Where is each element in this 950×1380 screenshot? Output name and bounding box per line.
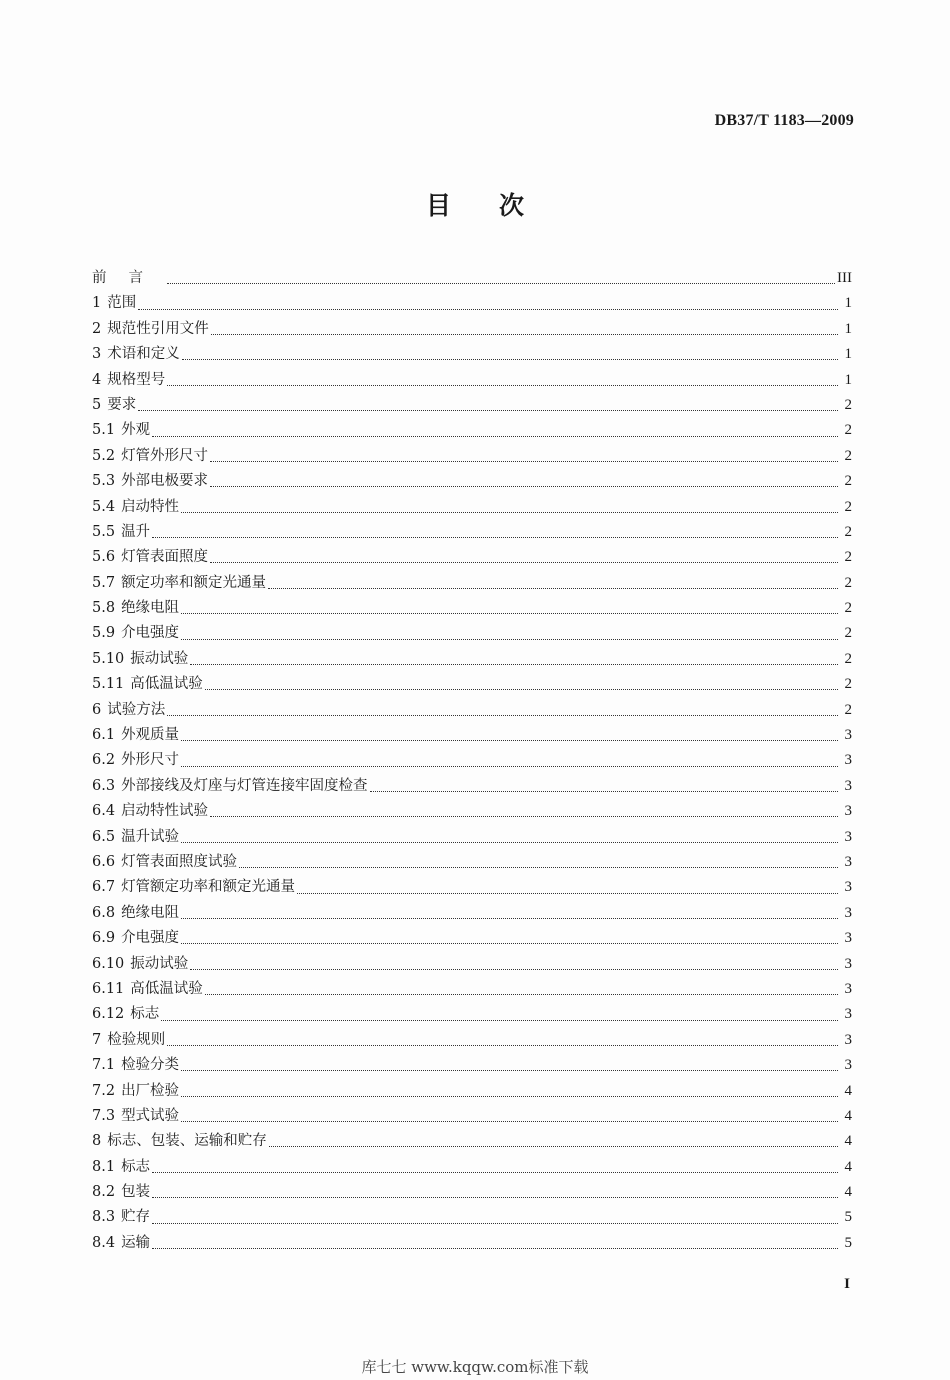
toc-entry-page: 2 — [844, 549, 852, 566]
toc-dot-leader — [370, 791, 838, 792]
toc-entry-number: 6 — [92, 701, 102, 718]
toc-dot-leader — [269, 1146, 838, 1147]
toc-dot-leader — [181, 1121, 838, 1122]
toc-entry-title: 温升试验 — [121, 828, 180, 845]
toc-entry-number: 6.10 — [92, 955, 125, 972]
toc-entry-title: 绝缘电阻 — [121, 904, 180, 921]
toc-entry-label — [92, 291, 136, 316]
toc-dot-leader — [167, 385, 838, 386]
document-code: DB37/T 1183—2009 — [714, 112, 854, 129]
toc-entry-page: 3 — [844, 980, 852, 997]
toc-entry-number: 7.2 — [92, 1082, 116, 1099]
toc-entry-page: 1 — [844, 295, 852, 312]
toc-entry-label — [92, 495, 179, 520]
toc-entry-number: 6.12 — [92, 1006, 125, 1023]
toc-dot-leader — [181, 1070, 838, 1071]
toc-entry-number: 8.1 — [92, 1158, 116, 1175]
toc-entry[interactable] — [92, 1028, 852, 1053]
toc-entry-title: 介电强度 — [121, 930, 180, 947]
toc-entry[interactable] — [92, 952, 852, 977]
toc-entry-number: 4 — [92, 371, 102, 388]
toc-dot-leader — [205, 689, 838, 690]
toc-entry-label — [92, 952, 188, 977]
toc-entry-page: 2 — [844, 625, 852, 642]
toc-entry[interactable] — [92, 723, 852, 748]
toc-entry-number: 5.3 — [92, 473, 116, 490]
toc-entry-title: 标志、包装、运输和贮存 — [107, 1133, 267, 1150]
toc-entry-label — [92, 1002, 159, 1027]
toc-entry-label — [92, 1155, 150, 1180]
toc-dot-leader — [138, 410, 838, 411]
toc-dot-leader — [167, 715, 838, 716]
toc-entry[interactable] — [92, 698, 852, 723]
toc-dot-leader — [210, 816, 838, 817]
toc-dot-leader — [167, 1045, 838, 1046]
toc-dot-leader — [211, 334, 838, 335]
toc-entry-label — [92, 545, 208, 570]
toc-entry-page: 2 — [844, 701, 852, 718]
toc-entry-title: 标志 — [130, 1006, 160, 1023]
toc-entry[interactable] — [92, 596, 852, 621]
toc-entry-number: 6.7 — [92, 879, 116, 896]
toc-dot-leader — [210, 461, 838, 462]
toc-entry-label — [92, 748, 179, 773]
toc-entry-label — [92, 418, 150, 443]
toc-entry-title: 高低温试验 — [130, 980, 203, 997]
toc-entry-title: 范围 — [107, 295, 137, 312]
toc-entry-label — [92, 1205, 150, 1230]
toc-entry-number: 3 — [92, 346, 102, 363]
toc-entry-page: 1 — [844, 320, 852, 337]
toc-entry[interactable] — [92, 926, 852, 951]
toc-entry-number: 5.11 — [92, 676, 125, 693]
toc-entry-title: 高低温试验 — [130, 676, 203, 693]
toc-entry-number: 1 — [92, 295, 102, 312]
toc-entry-label — [92, 926, 179, 951]
toc-entry-label — [92, 444, 208, 469]
toc-entry-number: 6.4 — [92, 803, 116, 820]
toc-entry[interactable] — [92, 1231, 852, 1256]
toc-entry-number: 5.10 — [92, 650, 125, 667]
toc-entry-page: III — [837, 270, 852, 286]
toc-dot-leader — [297, 893, 838, 894]
toc-entry[interactable] — [92, 672, 852, 697]
toc-entry-number: 8 — [92, 1133, 102, 1150]
toc-dot-leader — [181, 1096, 838, 1097]
toc-entry-title: 外观质量 — [121, 727, 180, 744]
toc-dot-leader — [152, 1248, 838, 1249]
toc-entry-number: 5.6 — [92, 549, 116, 566]
toc-entry-title: 振动试验 — [130, 955, 189, 972]
toc-dot-leader — [205, 994, 838, 995]
toc-entry-label — [92, 647, 188, 672]
toc-entry-number: 8.3 — [92, 1209, 116, 1226]
toc-entry[interactable] — [92, 291, 852, 316]
toc-entry-number: 7 — [92, 1031, 102, 1048]
toc-entry-title: 外部接线及灯座与灯管连接牢固度检查 — [121, 777, 368, 794]
toc-dot-leader — [161, 1020, 838, 1021]
toc-entry-title: 贮存 — [121, 1209, 151, 1226]
toc-entry-label — [92, 342, 180, 367]
toc-entry[interactable] — [92, 850, 852, 875]
toc-dot-leader — [181, 918, 838, 919]
table-of-contents — [92, 266, 852, 1256]
toc-dot-leader — [181, 512, 838, 513]
toc-entry-label — [92, 1079, 179, 1104]
toc-entry-title: 灯管外形尺寸 — [121, 447, 209, 464]
toc-entry[interactable] — [92, 774, 852, 799]
toc-dot-leader — [190, 969, 838, 970]
toc-entry-title: 绝缘电阻 — [121, 600, 180, 617]
toc-entry[interactable] — [92, 571, 852, 596]
toc-entry[interactable] — [92, 1155, 852, 1180]
toc-entry-page: 4 — [844, 1107, 852, 1124]
toc-entry-number: 7.3 — [92, 1107, 116, 1124]
toc-entry-title: 出厂检验 — [121, 1082, 180, 1099]
toc-entry-page: 4 — [844, 1184, 852, 1201]
toc-entry[interactable] — [92, 748, 852, 773]
toc-entry-number: 6.6 — [92, 853, 116, 870]
toc-entry-page: 3 — [844, 955, 852, 972]
toc-entry-page: 5 — [844, 1234, 852, 1251]
toc-entry-number: 6.9 — [92, 930, 116, 947]
toc-entry-label — [92, 520, 150, 545]
toc-entry-title: 标志 — [121, 1158, 151, 1175]
toc-entry[interactable] — [92, 545, 852, 570]
toc-entry-title: 外部电极要求 — [121, 473, 209, 490]
toc-entry-label — [92, 977, 203, 1002]
toc-dot-leader — [152, 537, 838, 538]
toc-entry-label — [92, 266, 165, 291]
toc-dot-leader — [181, 639, 838, 640]
toc-entry[interactable] — [92, 495, 852, 520]
toc-entry-number: 5.1 — [92, 422, 116, 439]
toc-entry-label — [92, 596, 179, 621]
toc-entry-number: 5.7 — [92, 574, 116, 591]
toc-entry-page: 2 — [844, 396, 852, 413]
toc-entry-label — [92, 672, 203, 697]
toc-entry-page: 2 — [844, 422, 852, 439]
toc-entry-label — [92, 1028, 165, 1053]
toc-dot-leader — [181, 613, 838, 614]
toc-dot-leader — [268, 588, 838, 589]
toc-entry[interactable] — [92, 317, 852, 342]
toc-entry[interactable] — [92, 1053, 852, 1078]
toc-entry-page: 3 — [844, 803, 852, 820]
toc-entry-title: 规范性引用文件 — [107, 320, 209, 337]
toc-entry-page: 4 — [844, 1082, 852, 1099]
toc-entry-title: 介电强度 — [121, 625, 180, 642]
toc-entry[interactable] — [92, 1079, 852, 1104]
toc-entry[interactable] — [92, 647, 852, 672]
toc-dot-leader — [210, 486, 838, 487]
toc-dot-leader — [152, 1223, 838, 1224]
toc-entry-title: 运输 — [121, 1234, 151, 1251]
toc-entry-title: 外观 — [121, 422, 151, 439]
toc-dot-leader — [152, 1172, 838, 1173]
toc-entry[interactable] — [92, 342, 852, 367]
toc-entry-page: 3 — [844, 904, 852, 921]
toc-entry-label — [92, 774, 368, 799]
toc-entry-number: 5.4 — [92, 498, 116, 515]
toc-dot-leader — [152, 436, 838, 437]
toc-entry-page: 3 — [844, 930, 852, 947]
toc-dot-leader — [181, 766, 838, 767]
toc-entry[interactable] — [92, 901, 852, 926]
toc-entry-number: 6.3 — [92, 777, 116, 794]
toc-dot-leader — [152, 1197, 838, 1198]
toc-entry-number: 5.9 — [92, 625, 116, 642]
toc-entry-label — [92, 469, 208, 494]
toc-entry-page: 3 — [844, 879, 852, 896]
toc-entry-label — [92, 368, 165, 393]
toc-entry-page: 4 — [844, 1158, 852, 1175]
toc-entry[interactable] — [92, 1002, 852, 1027]
toc-entry-page: 2 — [844, 473, 852, 490]
toc-entry[interactable] — [92, 825, 852, 850]
toc-dot-leader — [182, 359, 838, 360]
toc-entry-title: 要求 — [107, 396, 137, 413]
toc-entry-label — [92, 621, 179, 646]
toc-entry[interactable] — [92, 444, 852, 469]
toc-dot-leader — [190, 664, 838, 665]
toc-entry[interactable] — [92, 1104, 852, 1129]
toc-entry-title: 术语和定义 — [107, 346, 180, 363]
toc-entry-label — [92, 850, 237, 875]
toc-entry-number: 6.8 — [92, 904, 116, 921]
toc-entry-number: 5.2 — [92, 447, 116, 464]
toc-entry-label — [92, 317, 209, 342]
toc-dot-leader — [210, 562, 838, 563]
footer-watermark: 库七七 www.kqqw.com标准下载 — [361, 1358, 589, 1376]
toc-dot-leader — [181, 943, 838, 944]
toc-entry-title: 包装 — [121, 1184, 151, 1201]
toc-entry-label — [92, 393, 136, 418]
toc-entry-page: 3 — [844, 853, 852, 870]
toc-entry-label — [92, 1129, 267, 1154]
toc-entry-page: 1 — [844, 346, 852, 363]
toc-entry-title: 检验分类 — [121, 1057, 180, 1074]
toc-entry[interactable] — [92, 393, 852, 418]
toc-entry-page: 2 — [844, 650, 852, 667]
toc-entry-page: 5 — [844, 1209, 852, 1226]
toc-entry-page: 3 — [844, 777, 852, 794]
toc-entry-number: 8.2 — [92, 1184, 116, 1201]
toc-entry-page: 3 — [844, 1057, 852, 1074]
toc-entry-number: 6.5 — [92, 828, 116, 845]
toc-entry[interactable] — [92, 520, 852, 545]
toc-entry-title: 振动试验 — [130, 650, 189, 667]
toc-entry-label — [92, 698, 165, 723]
toc-entry-number: 5 — [92, 396, 102, 413]
toc-entry-number: 6.11 — [92, 980, 125, 997]
toc-entry-title: 试验方法 — [107, 701, 166, 718]
toc-entry-number: 6.1 — [92, 727, 116, 744]
toc-entry-label — [92, 825, 179, 850]
toc-dot-leader — [181, 842, 838, 843]
toc-entry-title: 前言 — [92, 270, 165, 286]
toc-entry-title: 温升 — [121, 523, 151, 540]
toc-entry-title: 灯管额定功率和额定光通量 — [121, 879, 296, 896]
toc-entry-page: 3 — [844, 1031, 852, 1048]
toc-entry[interactable] — [92, 1205, 852, 1230]
toc-entry-page: 2 — [844, 498, 852, 515]
toc-entry-title: 外形尺寸 — [121, 752, 180, 769]
toc-entry-page: 2 — [844, 574, 852, 591]
toc-entry-number: 2 — [92, 320, 102, 337]
page-number: I — [844, 1276, 850, 1292]
toc-entry-label — [92, 1053, 179, 1078]
toc-entry[interactable] — [92, 418, 852, 443]
toc-entry[interactable] — [92, 875, 852, 900]
toc-entry-label — [92, 1180, 150, 1205]
toc-dot-leader — [167, 283, 835, 284]
toc-entry-title: 型式试验 — [121, 1107, 180, 1124]
toc-entry-title: 额定功率和额定光通量 — [121, 574, 267, 591]
toc-entry-page: 2 — [844, 447, 852, 464]
toc-entry-label — [92, 1104, 179, 1129]
toc-entry[interactable] — [92, 621, 852, 646]
toc-entry-title: 启动特性 — [121, 498, 180, 515]
toc-entry-number: 8.4 — [92, 1234, 116, 1251]
toc-entry-page: 3 — [844, 1006, 852, 1023]
toc-entry-page: 3 — [844, 752, 852, 769]
toc-entry-title: 灯管表面照度 — [121, 549, 209, 566]
toc-entry[interactable] — [92, 368, 852, 393]
toc-entry[interactable] — [92, 1129, 852, 1154]
toc-dot-leader — [181, 740, 838, 741]
toc-entry-label — [92, 901, 179, 926]
toc-entry-page: 3 — [844, 727, 852, 744]
toc-entry-page: 4 — [844, 1133, 852, 1150]
toc-entry-label — [92, 723, 179, 748]
toc-entry-label — [92, 1231, 150, 1256]
toc-entry-number: 7.1 — [92, 1057, 116, 1074]
toc-dot-leader — [138, 309, 838, 310]
toc-entry-page: 2 — [844, 600, 852, 617]
toc-entry-page: 1 — [844, 371, 852, 388]
toc-entry-label — [92, 571, 266, 596]
toc-entry-title: 灯管表面照度试验 — [121, 853, 238, 870]
toc-entry[interactable] — [92, 1180, 852, 1205]
toc-entry-page: 2 — [844, 523, 852, 540]
toc-entry-page: 2 — [844, 676, 852, 693]
toc-entry-title: 检验规则 — [107, 1031, 166, 1048]
toc-entry[interactable] — [92, 266, 852, 291]
toc-entry-title: 启动特性试验 — [121, 803, 209, 820]
toc-entry[interactable] — [92, 799, 852, 824]
toc-dot-leader — [239, 867, 838, 868]
toc-entry-title: 规格型号 — [107, 371, 166, 388]
toc-entry-number: 6.2 — [92, 752, 116, 769]
toc-entry-number: 5.5 — [92, 523, 116, 540]
toc-entry-page: 3 — [844, 828, 852, 845]
toc-entry[interactable] — [92, 469, 852, 494]
toc-title: 目次 — [425, 191, 572, 220]
toc-entry[interactable] — [92, 977, 852, 1002]
toc-entry-label — [92, 875, 295, 900]
toc-entry-number: 5.8 — [92, 600, 116, 617]
toc-entry-label — [92, 799, 208, 824]
